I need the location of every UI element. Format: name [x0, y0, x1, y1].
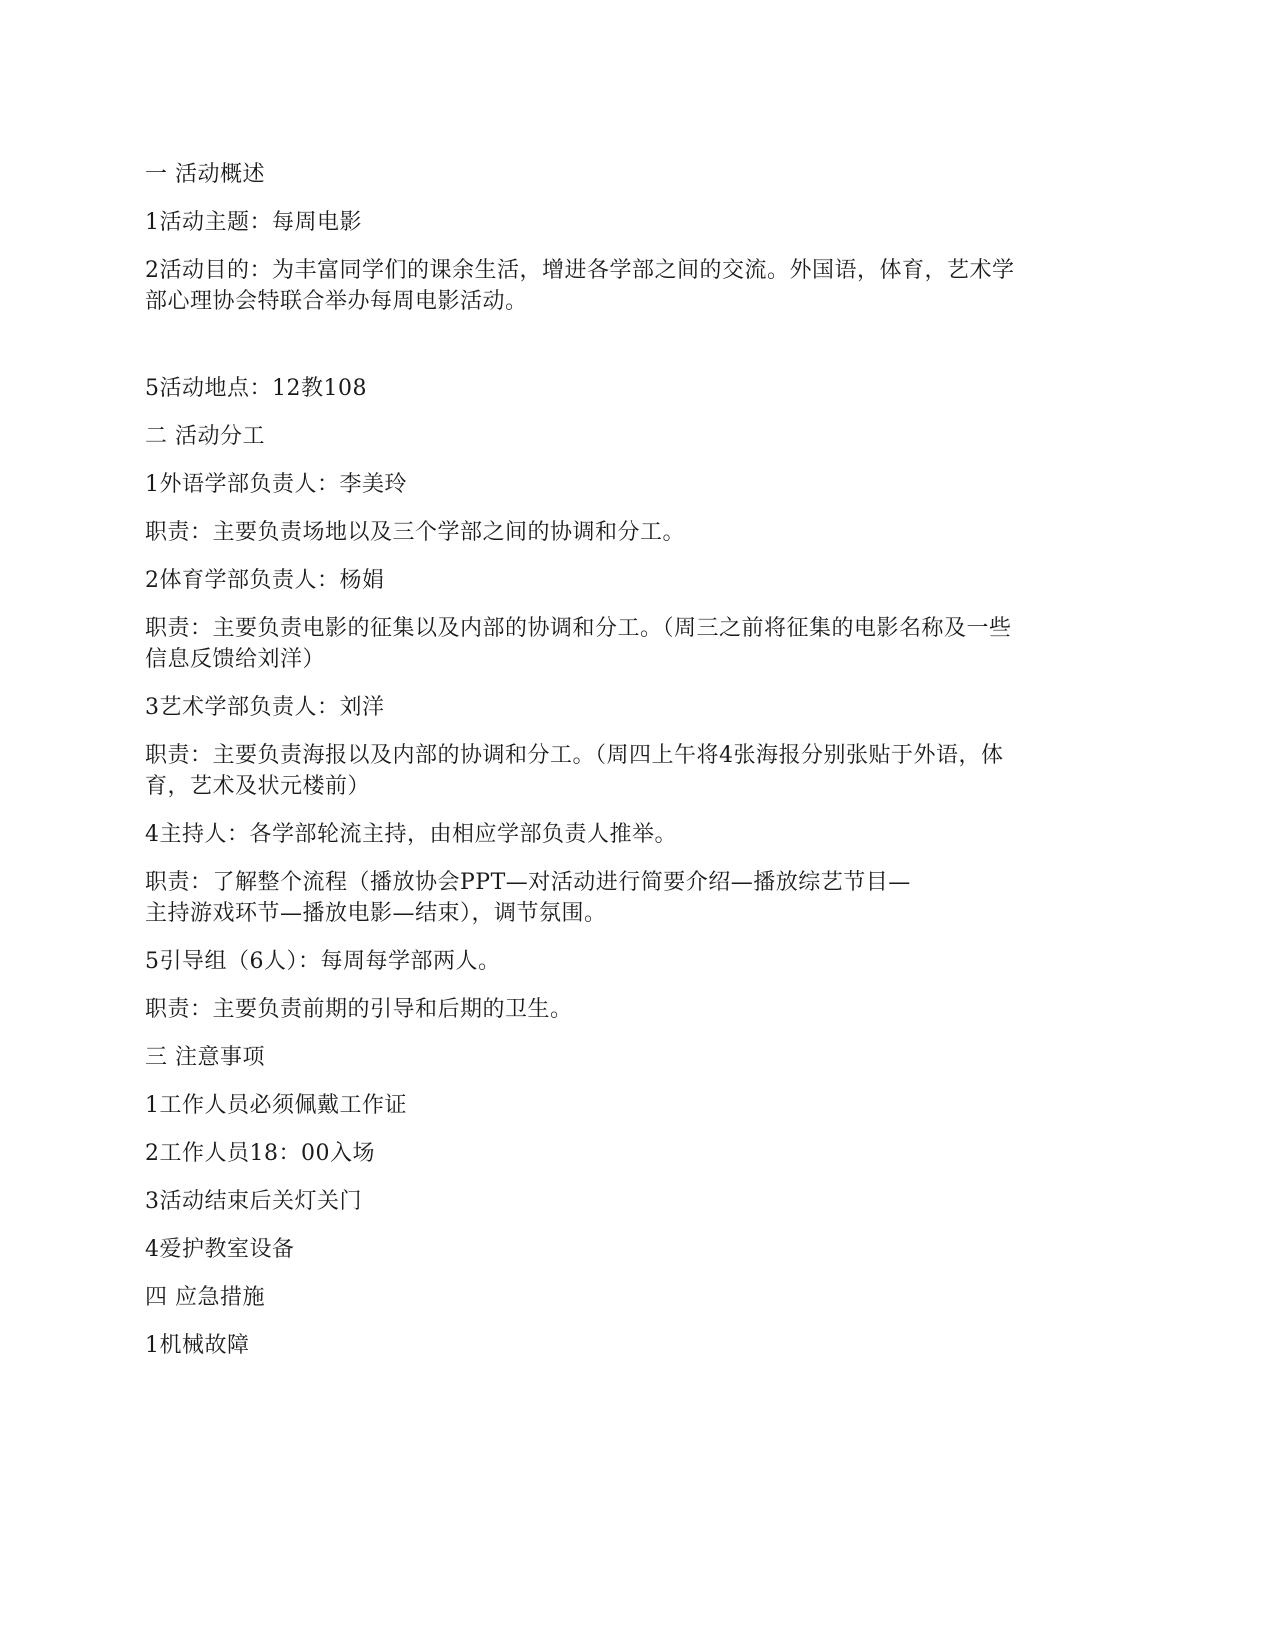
host-duty: 职责：了解整个流程（播放协会PPT—对活动进行简要介绍—播放综艺节目— 主持游戏环节—播放电影—结束），调节氛围。	[145, 870, 911, 926]
section-heading-notes: 三 注意事项	[145, 1045, 265, 1070]
note-item-2: 2工作人员18：00入场	[145, 1141, 375, 1166]
activity-theme: 1活动主题：每周电影	[145, 210, 362, 235]
note-item-3: 3活动结束后关灯关门	[145, 1189, 362, 1214]
guide-group-duty: 职责：主要负责前期的引导和后期的卫生。	[145, 997, 573, 1022]
sports-duty: 职责：主要负责电影的征集以及内部的协调和分工。（周三之前将征集的电影名称及一些 信息反馈给刘洋）	[145, 616, 1012, 672]
activity-location: 5活动地点：12教108	[145, 376, 367, 401]
note-item-1: 1工作人员必须佩戴工作证	[145, 1093, 407, 1118]
section-heading-emergency: 四 应急措施	[145, 1285, 265, 1310]
sports-lead: 2体育学部负责人：杨娟	[145, 568, 385, 593]
arts-duty: 职责：主要负责海报以及内部的协调和分工。（周四上午将4张海报分别张贴于外语，体 育，艺术及状元楼前）	[145, 743, 1004, 799]
activity-purpose: 2活动目的：为丰富同学们的课余生活，增进各学部之间的交流。外国语，体育，艺术学 部心理协会特联合举办每周电影活动。	[145, 258, 1015, 314]
guide-group-info: 5引导组（6人）：每周每学部两人。	[145, 949, 501, 974]
note-item-4: 4爱护教室设备	[145, 1237, 295, 1262]
host-info: 4主持人：各学部轮流主持，由相应学部负责人推举。	[145, 822, 677, 847]
foreign-language-lead: 1外语学部负责人：李美玲	[145, 472, 407, 497]
arts-lead: 3艺术学部负责人：刘洋	[145, 695, 385, 720]
emergency-item-1: 1机械故障	[145, 1333, 250, 1358]
document-page	[145, 159, 1085, 1378]
section-heading-division: 二 活动分工	[145, 424, 265, 449]
section-heading-overview: 一 活动概述	[145, 162, 265, 187]
foreign-language-duty: 职责：主要负责场地以及三个学部之间的协调和分工。	[145, 520, 686, 545]
